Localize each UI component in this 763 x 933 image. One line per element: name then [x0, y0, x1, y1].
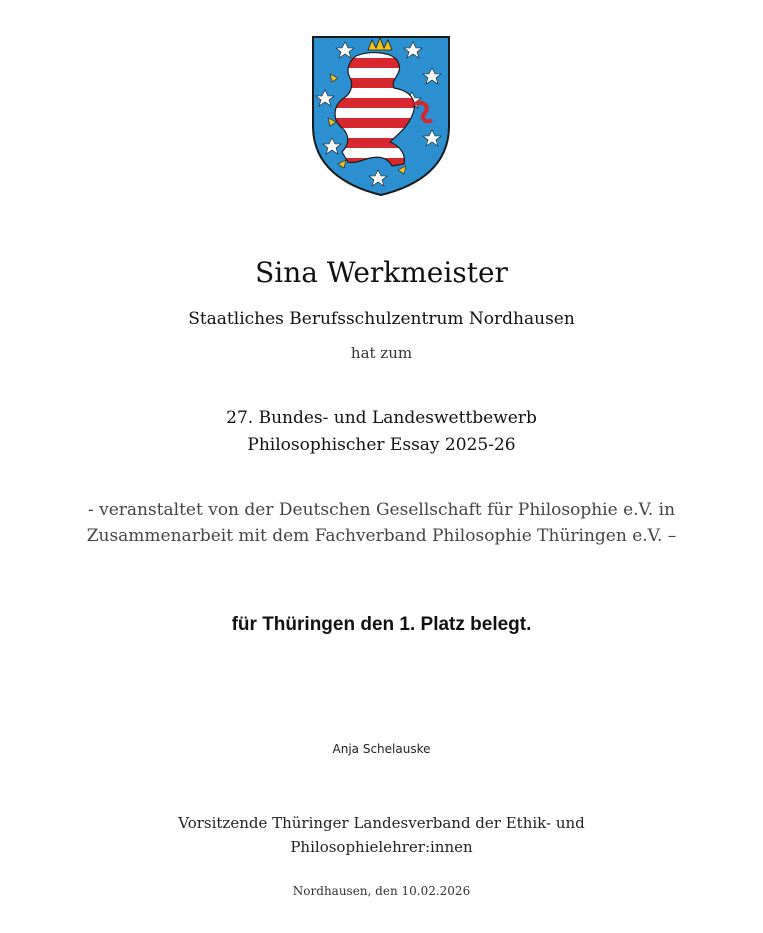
- thuringia-coat-of-arms-icon: [310, 34, 452, 198]
- place-and-date: Nordhausen, den 10.02.2026: [292, 884, 471, 898]
- signer-name: Anja Schelauske: [332, 742, 431, 756]
- signer-role-line2: Philosophielehrer:innen: [290, 838, 473, 856]
- organizer-text-line1: - veranstaltet von der Deutschen Gesellschaft für Philosophie e.V. in: [87, 500, 676, 520]
- school-name: Staatliches Berufsschulzentrum Nordhausen: [188, 309, 575, 329]
- signer-role-line1: Vorsitzende Thüringer Landesverband der Ethik- und: [178, 814, 585, 832]
- recipient-name: Sina Werkmeister: [255, 256, 508, 289]
- coat-of-arms: [310, 34, 452, 198]
- placement-text: für Thüringen den 1. Platz belegt.: [231, 614, 532, 635]
- competition-title-line1: 27. Bundes- und Landeswettbewerb: [226, 408, 537, 428]
- organizer-text-line2: Zusammenarbeit mit dem Fachverband Philosophie Thüringen e.V. –: [86, 526, 677, 546]
- competition-title-line2: Philosophischer Essay 2025-26: [247, 435, 516, 455]
- intro-text: hat zum: [350, 344, 413, 362]
